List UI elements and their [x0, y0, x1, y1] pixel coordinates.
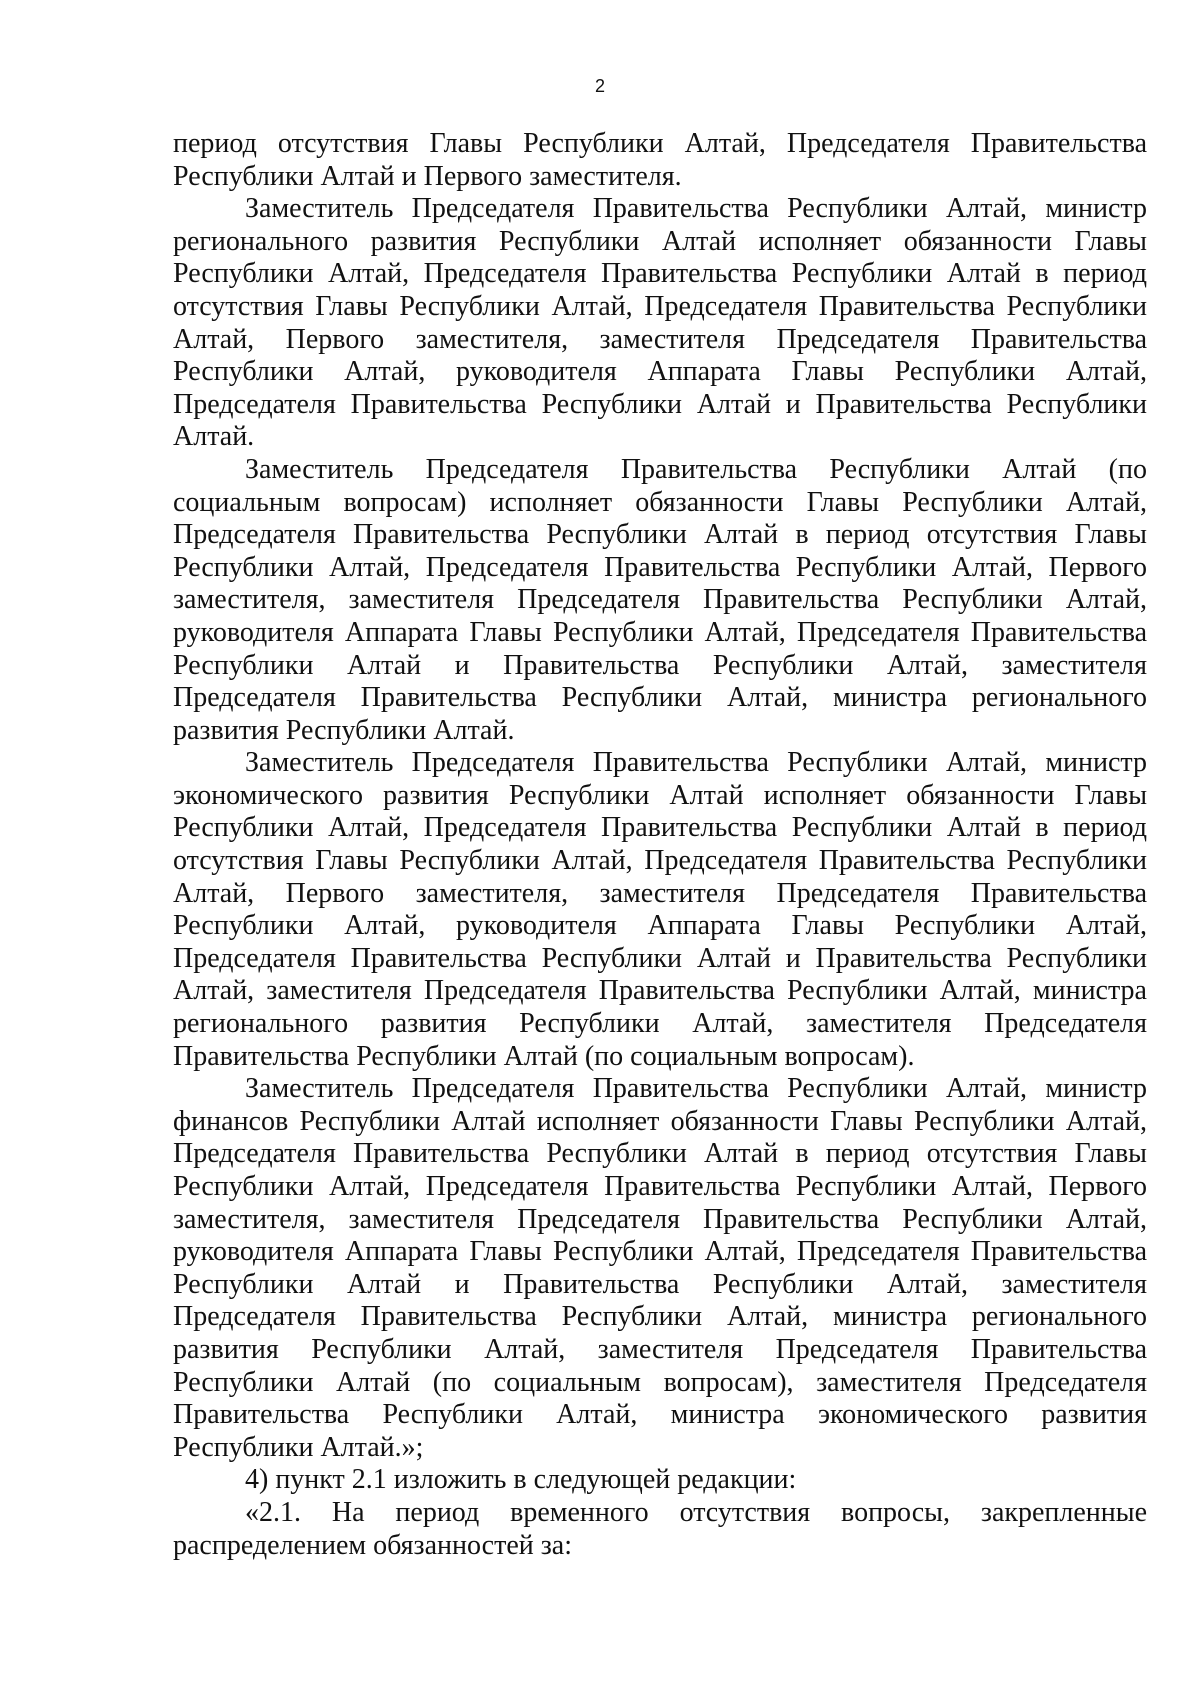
paragraph-clause-2-1: «2.1. На период временного отсутствия вопросы, закрепленные распределением обязанностей за: [173, 1496, 1147, 1561]
paragraph-economic-development-deputy: Заместитель Председателя Правительства Республики Алтай, министр экономического развития Республики Алтай исполняет обязанности Главы Республики Алтай, Председателя Правительства Республики Алтай в период отсутствия Главы Республики Алтай, Председателя Правительства Республики Алтай, Первого заместителя, заместителя Председателя Правительства Республики Алтай, руководителя Аппарата Главы Республики Алтай, Председателя Правительства Республики Алтай и Правительства Республики Алтай, заместителя Председателя Правительства Республики Алтай, министра регионального развития Республики Алтай, заместителя Председателя Правительства Республики Алтай (по социальным вопросам). [173, 747, 1147, 1072]
paragraph-finance-deputy: Заместитель Председателя Правительства Республики Алтай, министр финансов Республики Алтай исполняет обязанности Главы Республики Алтай, Председателя Правительства Республики Алтай в период отсутствия Главы Республики Алтай, Председателя Правительства Республики Алтай, Первого заместителя, заместителя Председателя Правительства Республики Алтай, руководителя Аппарата Главы Республики Алтай, Председателя Правительства Республики Алтай и Правительства Республики Алтай, заместителя Председателя Правительства Республики Алтай, министра регионального развития Республики Алтай, заместителя Председателя Правительства Республики Алтай (по социальным вопросам), заместителя Председателя Правительства Республики Алтай, министра экономического развития Республики Алтай.»; [173, 1073, 1147, 1463]
paragraph-social-affairs-deputy: Заместитель Председателя Правительства Республики Алтай (по социальным вопросам) исполняет обязанности Главы Республики Алтай, Председателя Правительства Республики Алтай в период отсутствия Главы Республики Алтай, Председателя Правительства Республики Алтай, Первого заместителя, заместителя Председателя Правительства Республики Алтай, руководителя Аппарата Главы Республики Алтай, Председателя Правительства Республики Алтай и Правительства Республики Алтай, заместителя Председателя Правительства Республики Алтай, министра регионального развития Республики Алтай. [173, 453, 1147, 746]
paragraph-regional-development-deputy: Заместитель Председателя Правительства Республики Алтай, министр регионального развития Республики Алтай исполняет обязанности Главы Республики Алтай, Председателя Правительства Республики Алтай в период отсутствия Главы Республики Алтай, Председателя Правительства Республики Алтай, Первого заместителя, заместителя Председателя Правительства Республики Алтай, руководителя Аппарата Главы Республики Алтай, Председателя Правительства Республики Алтай и Правительства Республики Алтай. [173, 193, 1147, 453]
document-body [173, 128, 1147, 1562]
page-number: 2 [594, 76, 605, 96]
paragraph-continuation: период отсутствия Главы Республики Алтай, Председателя Правительства Республики Алтай и Первого заместителя. [173, 128, 1147, 192]
paragraph-item-4: 4) пункт 2.1 изложить в следующей редакции: [245, 1464, 797, 1496]
